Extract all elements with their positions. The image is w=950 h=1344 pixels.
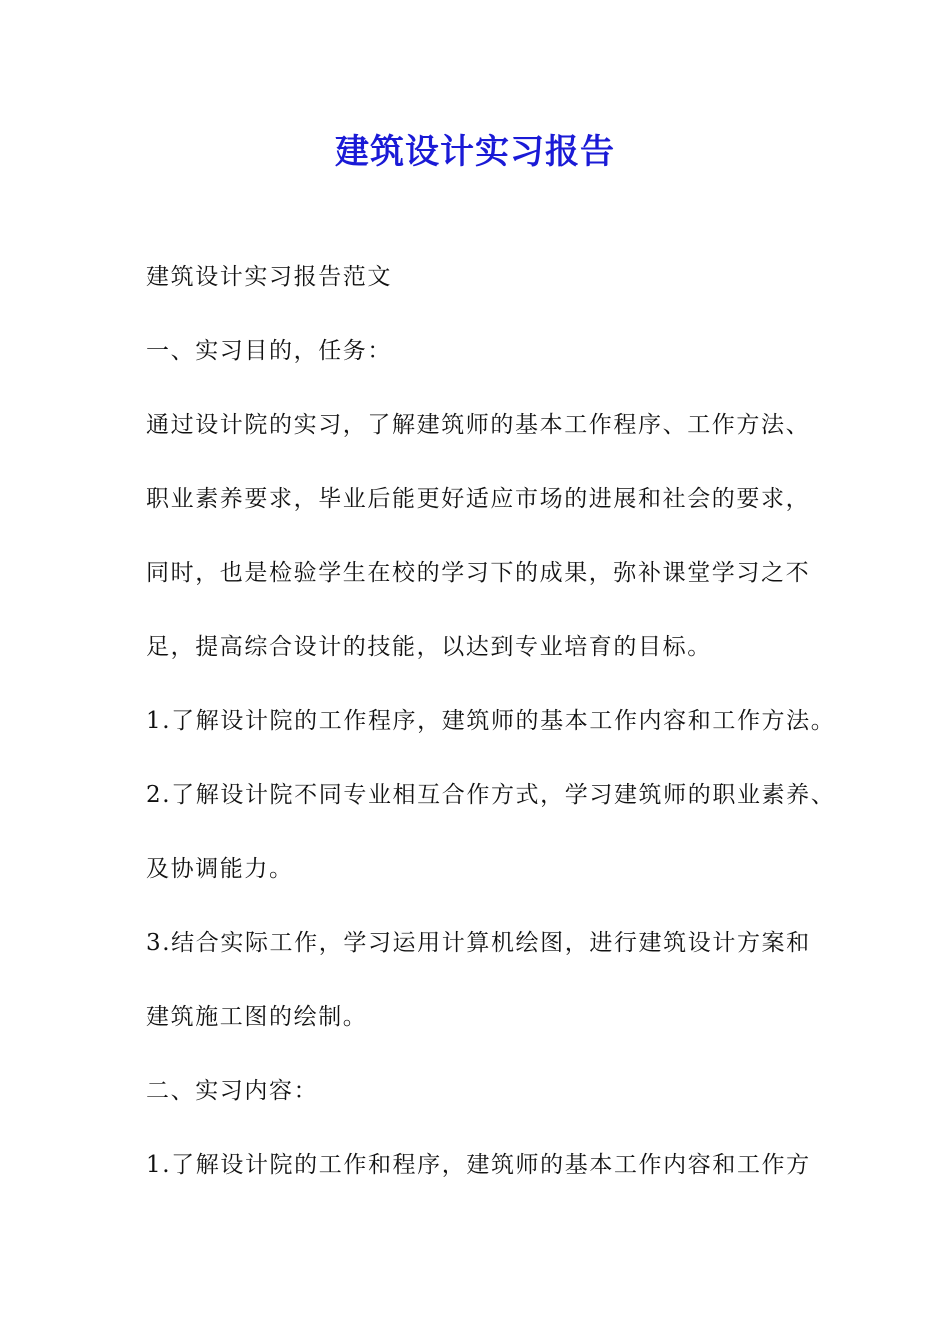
- paragraph-line: 一、实习目的，任务：: [146, 338, 392, 364]
- paragraph-line: 建筑施工图的绘制。: [146, 1004, 368, 1030]
- paragraph-line: 二、实习内容：: [146, 1078, 319, 1104]
- document-body: [146, 262, 836, 1224]
- paragraph-line: 1.了解设计院的工作程序，建筑师的基本工作内容和工作方法。: [146, 708, 836, 734]
- paragraph-line: 同时，也是检验学生在校的学习下的成果，弥补课堂学习之不: [146, 560, 811, 586]
- paragraph-line: 3.结合实际工作，学习运用计算机绘图，进行建筑设计方案和: [146, 930, 811, 956]
- paragraph-line: 及协调能力。: [146, 856, 294, 882]
- paragraph-line: 1.了解设计院的工作和程序，建筑师的基本工作内容和工作方: [146, 1152, 811, 1178]
- paragraph-line: 通过设计院的实习，了解建筑师的基本工作程序、工作方法、: [146, 412, 811, 438]
- paragraph-line: 建筑设计实习报告范文: [146, 264, 392, 290]
- paragraph-line: 职业素养要求，毕业后能更好适应市场的进展和社会的要求，: [146, 486, 811, 512]
- paragraph-line: 2.了解设计院不同专业相互合作方式，学习建筑师的职业素养、: [146, 782, 836, 808]
- document-title: 建筑设计实习报告: [335, 132, 615, 172]
- paragraph-line: 足，提高综合设计的技能，以达到专业培育的目标。: [146, 634, 712, 660]
